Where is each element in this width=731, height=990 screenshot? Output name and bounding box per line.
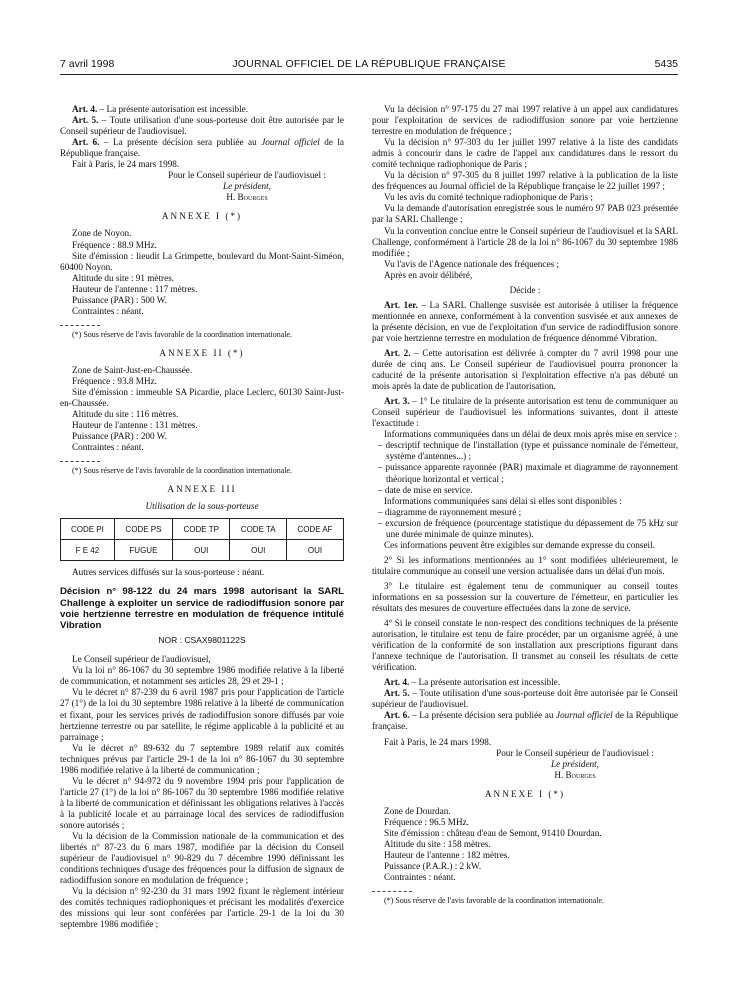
article-2: Art. 2. – Cette autorisation est délivrée à compter du 7 avril 1998 pour une durée de cinq ans. Le Conseil supérieur de l'audiovisuel pourra prononcer la caducité de la présente autorisation si l'exploitation effective n'a pas débuté un mois après la date de publication de l'autorisation. <box>372 347 678 392</box>
visa-paragraph: Après en avoir délibéré, <box>384 269 473 280</box>
article-4: Art. 4. – La présente autorisation est incessible. <box>384 677 561 688</box>
visa-paragraph: Vu la loi n° 86-1067 du 30 septembre 1986 modifiée relative à la liberté de communication, et notamment ses articles 28, 29 et 29-1 ; <box>60 665 344 687</box>
subcarrier-table <box>60 518 344 561</box>
annexe-1-line: Zone de Dourdan. <box>384 805 451 816</box>
visa-paragraph: Vu le décret n° 94-972 du 9 novembre 1994 pris pour l'application de l'article 27 (1°) de la loi n° 86-1067 du 30 septembre 1986 modifiée relative à la liberté de communication et définissant les obligations relatives à l'accès à la publicité locale et au parrainage local des services de radiodiffusion sonore autorisés ; <box>60 775 344 830</box>
list-item: – puissance apparente rayonnée (PAR) maximale et diagramme de rayonnement théorique horizontal et vertical ; <box>378 462 678 484</box>
list-item: – descriptif technique de l'installation (type et puissance nominale de l'émetteur, système d'antennes...) ; <box>378 440 678 462</box>
annexe-1-title: ANNEXE I (*) <box>161 211 243 222</box>
info-sans-delai: Informations communiquées sans délai si elles sont disponibles : <box>384 495 622 506</box>
visa-paragraph: Vu les avis du comité technique radiophonique de Paris ; <box>384 192 593 203</box>
annexe-1-line: Contraintes : néant. <box>384 872 456 883</box>
list-item: – diagramme de rayonnement mesuré ; <box>378 506 522 517</box>
fait-a-paris: Fait à Paris, le 24 mars 1998. <box>72 159 180 170</box>
article-6: Art. 6. – La présente décision sera publiée au Journal officiel de la République française. <box>60 137 345 159</box>
annexe-1-line: Zone de Noyon. <box>72 228 132 239</box>
page-header <box>60 58 678 72</box>
visa-paragraph: Vu la décision n° 97-175 du 27 mai 1997 relative à un appel aux candidatures pour l'exploitation de services de radiodiffusion sonore par voie hertzienne terrestre en modulation de fréquence ; <box>372 104 678 137</box>
table-cell: OUI <box>173 540 230 561</box>
point-4: 4° Si le conseil constate le non-respect des conditions techniques de la présente autorisation, le titulaire est tenu de faire procéder, par un organisme agréé, à une vérification de la conformité de son installation aux prescriptions figurant dans l'annexe technique de l'autorisation. Il transmet au conseil les résultats de cette vérification. <box>372 618 678 673</box>
point-3: 3° Le titulaire est également tenu de communiquer au conseil toutes informations en sa possession sur la couverture de l'émetteur, en particulier les résultats des mesures de couverture effectuées dans la zone de service. <box>372 580 678 614</box>
table-cell: OUI <box>286 540 343 561</box>
annexe-1-line: Altitude du site : 91 mètres. <box>72 272 175 283</box>
visa-paragraph: Vu la décision n° 97-303 du 1er juillet 1997 relative à la liste des candidats admis à concourir dans le cadre de l'appel aux candidatures dans le ressort du comité technique radiophonique de Paris ; <box>372 137 678 170</box>
table-cell: FUGUE <box>114 540 172 561</box>
table-row <box>61 540 344 561</box>
annexe-1-line: Contraintes : néant. <box>72 305 144 316</box>
header-date: 7 avril 1998 <box>60 58 115 70</box>
annexe-1-line: Fréquence : 96.5 MHz. <box>384 816 469 827</box>
header-rule <box>60 74 678 75</box>
table-cell: F E 42 <box>61 540 115 561</box>
annexe-2-line: Site d'émission : immeuble SA Picardie, place Leclerc, 60130 Saint-Just-en-Chaussée. <box>60 386 344 409</box>
annexe-3-title: ANNEXE III <box>167 484 237 495</box>
footnote-separator <box>60 325 100 326</box>
article-6: Art. 6. – La présente décision sera publiée au Journal officiel de la République française. <box>372 710 679 732</box>
president: Le président, <box>223 181 271 192</box>
table-header: CODE TP <box>173 519 230 540</box>
table-header: CODE PS <box>114 519 172 540</box>
annexe-1-line: Altitude du site : 158 mètres. <box>384 838 491 849</box>
annexe-2-title: ANNEXE II (*) <box>159 347 245 358</box>
article-5: Art. 5. – Toute utilisation d'une sous-porteuse doit être autorisée par le Conseil supérieur de l'audiovisuel. <box>60 115 344 137</box>
article-1: Art. 1er. – La SARL Challenge susvisée est autorisée à utiliser la fréquence mentionnée en annexe, conformément à la convention susvisée et aux annexes de la présente décision, en vue de l'exploitation d'un service de radiodiffusion sonore par voie hertzienne terrestre en modulation de fréquence dénommé Vibration. <box>372 299 678 343</box>
table-header: CODE TA <box>230 519 287 540</box>
visa-paragraph: Vu la décision n° 97-305 du 8 juillet 1997 relative à la publication de la liste des fréquences au Journal officiel de la République française le 22 juillet 1997 ; <box>372 170 678 192</box>
president: Le président, <box>551 758 599 769</box>
annexe-3-after: Autres services diffusés sur la sous-porteuse : néant. <box>72 567 265 578</box>
fait-a-paris: Fait à Paris, le 24 mars 1998. <box>384 736 492 747</box>
point-2: 2° Si les informations mentionnées au 1° sont modifiées ultérieurement, le titulaire communique au conseil une version actualisée dans un délai d'un mois. <box>372 554 678 576</box>
list-item: – excursion de fréquence (pourcentage statistique du dépassement de 75 kHz sur une durée minimale de quinze minutes). <box>378 517 678 539</box>
annexe-1-line: Site d'émission : château d'eau de Semont, 91410 Dourdan. <box>384 827 602 838</box>
signature: H. Bourges <box>554 769 596 780</box>
annexe-2-line: Contraintes : néant. <box>72 442 144 453</box>
visa-paragraph: Vu la demande d'autorisation enregistrée sous le numéro 97 PAB 023 présentée par la SARL Challenge ; <box>372 203 678 225</box>
table-cell: OUI <box>230 540 287 561</box>
annexe-2-line: Fréquence : 93.8 MHz. <box>72 375 157 386</box>
visa-paragraph: Vu le décret n° 89-632 du 7 septembre 1989 relatif aux comités techniques prévus par l'article 29-1 de la loi n° 86-1067 du 30 septembre 1986 modifiée relative à la liberté de communication ; <box>60 742 344 775</box>
footnote-separator <box>372 891 412 892</box>
annexe-1-line: Hauteur de l'antenne : 182 mètres. <box>384 849 510 860</box>
signature: H. Bourges <box>226 192 268 203</box>
article-5: Art. 5. – Toute utilisation d'une sous-porteuse doit être autorisée par le Conseil supérieur de l'audiovisuel. <box>372 688 678 710</box>
annexe-2-line: Puissance (PAR) : 200 W. <box>72 431 167 442</box>
decide-heading: Décide : <box>509 284 541 295</box>
page-number: 5435 <box>654 58 678 70</box>
annexe-1-line: Puissance (PAR) : 500 W. <box>72 294 167 305</box>
article-3: Art. 3. – 1° Le titulaire de la présente autorisation est tenu de communiquer au Conseil supérieur de l'audiovisuel les informations suivantes, dont il atteste l'exactitude : <box>372 396 678 429</box>
info-delai: Informations communiquées dans un délai de deux mois après mise en service : <box>384 429 677 440</box>
annexe-1-line: Hauteur de l'antenne : 117 mètres. <box>72 283 198 294</box>
visa-paragraph: Le Conseil supérieur de l'audiovisuel, <box>72 654 211 665</box>
annexe-1-line: Site d'émission : lieudit La Grimpette, boulevard du Mont-Saint-Siméon, 60400 Noyon. <box>60 250 344 272</box>
left-column <box>60 104 344 930</box>
annexe-1-footnote: (*) Sous réserve de l'avis favorable de la coordination internationale. <box>72 329 293 339</box>
right-column <box>372 104 678 906</box>
visa-paragraph: Vu le décret n° 87-239 du 6 avril 1987 pris pour l'application de l'article 27 (1°) de la loi du 30 septembre 1986 relative à la liberté de communication et fixant, pour les services privés de radiodiffusion sonore diffusés par voie hertzienne terrestre ou par satellite, le régime applicable à la publicité et au parrainage ; <box>60 687 344 742</box>
table-header-row <box>61 519 344 540</box>
visa-paragraph: Vu la décision n° 92-230 du 31 mars 1992 fixant le règlement intérieur des comités techniques radiophoniques et précisant les modalités d'exercice des missions qui leur sont conférées par l'article 29-1 de la loi du 30 septembre 1986 modifiée ; <box>60 886 344 930</box>
pour-conseil: Pour le Conseil supérieur de l'audiovisuel : <box>496 747 654 758</box>
annexe-1-title: ANNEXE I (*) <box>484 788 566 799</box>
annexe-2-footnote: (*) Sous réserve de l'avis favorable de la coordination internationale. <box>72 466 293 476</box>
annexe-1-line: Puissance (P.A.R.) : 2 kW. <box>384 861 482 871</box>
visa-paragraph: Vu la décision de la Commission nationale de la communication et des libertés n° 87-23 du 6 mars 1987, modifiée par la décision du Conseil supérieur de l'audiovisuel n° 90-829 du 7 décembre 1990 définissant les conditions techniques d'usage des fréquences pour la diffusion de signaux de radiodiffusion sonore en modulation de fréquence ; <box>60 831 344 886</box>
footnote-separator <box>60 461 100 462</box>
annexe-2-line: Altitude du site : 116 mètres. <box>72 409 179 420</box>
annexe-1-footnote: (*) Sous réserve de l'avis favorable de la coordination internationale. <box>384 896 605 906</box>
annexe-2-line: Hauteur de l'antenne : 131 mètres. <box>72 420 198 431</box>
visa-paragraph: Vu la convention conclue entre le Conseil supérieur de l'audiovisuel et la SARL Challenge, conformément à l'article 28 de la loi n° 86-1067 du 30 septembre 1986 modifiée ; <box>372 225 678 258</box>
pour-conseil: Pour le Conseil supérieur de l'audiovisuel : <box>168 170 326 181</box>
table-header: CODE AF <box>286 519 343 540</box>
annexe-3-subtitle: Utilisation de la sous-porteuse <box>145 501 259 512</box>
journal-title: JOURNAL OFFICIEL DE LA RÉPUBLIQUE FRANÇAISE <box>232 58 506 70</box>
list-item: – date de mise en service. <box>378 484 473 495</box>
nor-reference: NOR : CSAX9801122S <box>158 635 246 646</box>
decision-title: Décision n° 98-122 du 24 mars 1998 autorisant la SARL Challenge à exploiter un service de radiodiffusion sonore par voie hertzienne terrestre en modulation de fréquence intitulé Vibration <box>60 586 344 632</box>
annexe-2-line: Zone de Saint-Just-en-Chaussée. <box>72 364 193 375</box>
ces-informations: Ces informations peuvent être exigibles sur demande expresse du conseil. <box>384 539 655 550</box>
article-4: Art. 4. – La présente autorisation est incessible. <box>72 104 249 114</box>
table-header: CODE PI <box>61 519 115 540</box>
annexe-1-line: Fréquence : 88.9 MHz. <box>72 239 157 250</box>
visa-paragraph: Vu l'avis de l'Agence nationale des fréquences ; <box>384 258 559 269</box>
